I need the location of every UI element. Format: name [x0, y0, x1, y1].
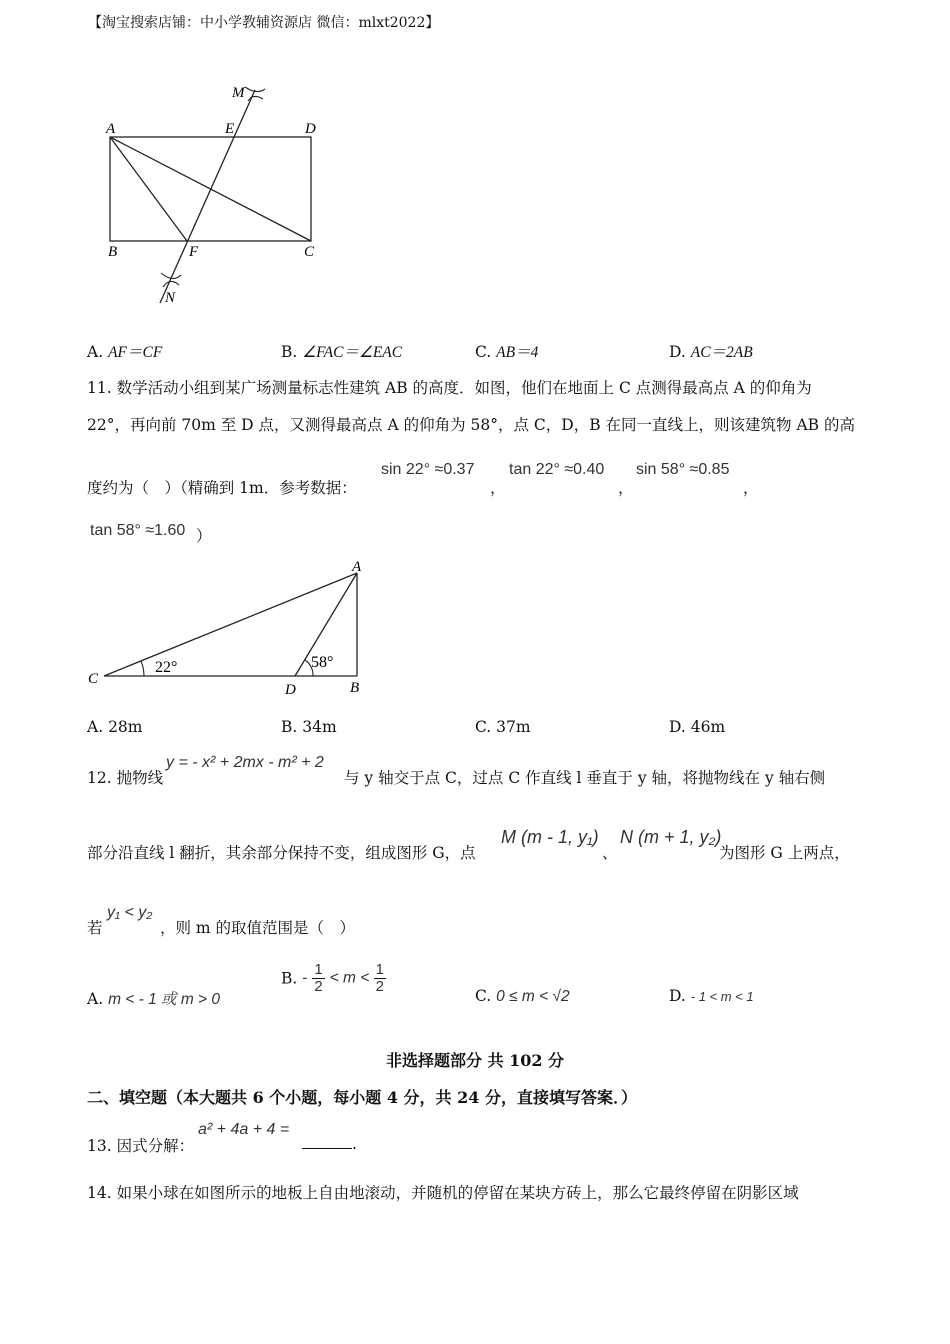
label-D: D [305, 121, 316, 137]
q11-sep-1: ， [490, 479, 506, 497]
q12-option-d [669, 987, 754, 1005]
q10-option-d [669, 340, 753, 362]
label-A: A [106, 121, 116, 137]
label-N: N [165, 290, 176, 306]
option-text: m < - 1 或 m > 0 [108, 991, 221, 1008]
option-key: C. [475, 343, 492, 361]
fraction-numerator: 1 [375, 961, 384, 978]
option-key: B. [281, 718, 298, 736]
q11-ref-tan58: tan 58° ≈1.60 [90, 522, 186, 539]
q11-option-a [87, 718, 142, 736]
label-C: C [88, 671, 99, 687]
option-key: A. [87, 343, 104, 361]
angle-22: 22° [155, 659, 178, 676]
option-text: ∠FAC＝∠EAC [302, 344, 403, 361]
fraction-right [374, 962, 386, 995]
q11-ref-tan22: tan 22° ≈0.40 [509, 461, 605, 478]
label-C: C [304, 244, 315, 260]
q11-line-3: 度约为（ ）（精确到 1m．参考数据： [87, 479, 357, 497]
fraction-numerator: 1 [314, 961, 323, 978]
option-text: 46m [690, 718, 726, 736]
option-text: AB＝4 [496, 344, 539, 361]
q12-option-b [281, 962, 386, 995]
option-key: B. [281, 969, 298, 988]
q11-close: ） [196, 527, 212, 545]
q11-line-2: 22°，再向前 70m 至 D 点，又测得最高点 A 的仰角为 58°，点 C，D，B 在同一直线上，则该建筑物 AB 的高 [87, 416, 855, 434]
option-text: 28m [108, 718, 143, 736]
label-E: E [225, 121, 235, 137]
label-M: M [232, 85, 245, 101]
option-text: 34m [302, 718, 337, 736]
q12-point-n: N (m + 1, y₂) [620, 827, 722, 847]
q11-option-b [281, 718, 337, 736]
fraction-denominator: 2 [375, 977, 384, 995]
option-text: AF＝CF [108, 344, 163, 361]
q12-formula: y = - x² + 2mx - m² + 2 [166, 754, 324, 771]
q12-line-3-rest: ，则 m 的取值范围是（ ） [160, 919, 356, 937]
q12-comma: 、 [602, 844, 618, 862]
q12-line-2-prefix: 部分沿直线 l 翻折，其余部分保持不变，组成图形 G，点 [87, 844, 476, 862]
q12-point-m: M (m - 1, y₁) [501, 827, 599, 847]
q11-sep-2: ， [618, 479, 634, 497]
q12-option-c [475, 987, 570, 1006]
q11-option-c [475, 718, 531, 736]
q11-line-1: 11. 数学活动小组到某广场测量标志性建筑 AB 的高度．如图，他们在地面上 C 点测得最高点 A 的仰角为 [87, 379, 812, 397]
q11-ref-sin58: sin 58° ≈0.85 [636, 461, 730, 478]
q11-option-d [669, 718, 725, 736]
label-D: D [285, 682, 296, 698]
label-F: F [189, 244, 199, 260]
angle-58: 58° [311, 654, 334, 671]
fraction-left [312, 962, 324, 995]
q11-ref-sin22: sin 22° ≈0.37 [381, 461, 475, 478]
option-text: 37m [496, 718, 531, 736]
q11-sep-3: ， [743, 479, 759, 497]
q12-line-1-rest: 与 y 轴交于点 C，过点 C 作直线 l 垂直于 y 轴，将抛物线在 y 轴右侧 [344, 769, 826, 787]
q13-formula: a² + 4a + 4 = [198, 1121, 290, 1138]
option-key: D. [669, 987, 686, 1005]
label-A: A [352, 559, 362, 575]
page-header: 【淘宝搜索店铺：中小学教辅资源店 微信：mlxt2022】 [88, 15, 440, 31]
q12-condition: y₁ < y₂ [107, 904, 153, 921]
option-text: - 1 < m < 1 [690, 989, 754, 1004]
fraction-denominator: 2 [314, 977, 323, 995]
section-title: 非选择题部分 共 102 分 [385, 1051, 565, 1070]
option-text: AC＝2AB [690, 344, 753, 361]
q12-prefix: 12. 抛物线 [87, 769, 164, 787]
q12-option-a [87, 987, 220, 1009]
section-subtitle: 二、填空题（本大题共 6 个小题，每小题 4 分，共 24 分，直接填写答案．） [87, 1088, 637, 1107]
q14-text: 14. 如果小球在如图所示的地板上自由地滚动，并随机的停留在某块方砖上，那么它最终停留在阴影区域 [87, 1184, 799, 1202]
q10-option-b [281, 340, 402, 362]
q10-option-a [87, 340, 162, 362]
figure-rectangle-bisector [95, 75, 335, 310]
q13-answer-blank [302, 1134, 357, 1153]
q13-suffix: . [352, 1135, 357, 1153]
q13-prefix: 13. 因式分解： [87, 1137, 195, 1155]
label-B: B [108, 244, 118, 260]
option-minus: - [302, 969, 308, 987]
q10-option-c [475, 340, 538, 362]
option-key: B. [281, 343, 298, 361]
option-text: 0 ≤ m < √2 [496, 988, 570, 1005]
option-key: A. [87, 990, 104, 1008]
option-key: D. [669, 718, 686, 736]
option-key: D. [669, 343, 686, 361]
option-key: C. [475, 718, 492, 736]
q12-line-2-rest: 为图形 G 上两点， [719, 844, 850, 862]
option-key: C. [475, 987, 492, 1005]
q12-line-3-prefix: 若 [87, 919, 103, 937]
label-B: B [350, 680, 360, 696]
option-middle: < m < [329, 969, 374, 987]
option-key: A. [87, 718, 104, 736]
figure-triangle-elevation [82, 555, 382, 700]
